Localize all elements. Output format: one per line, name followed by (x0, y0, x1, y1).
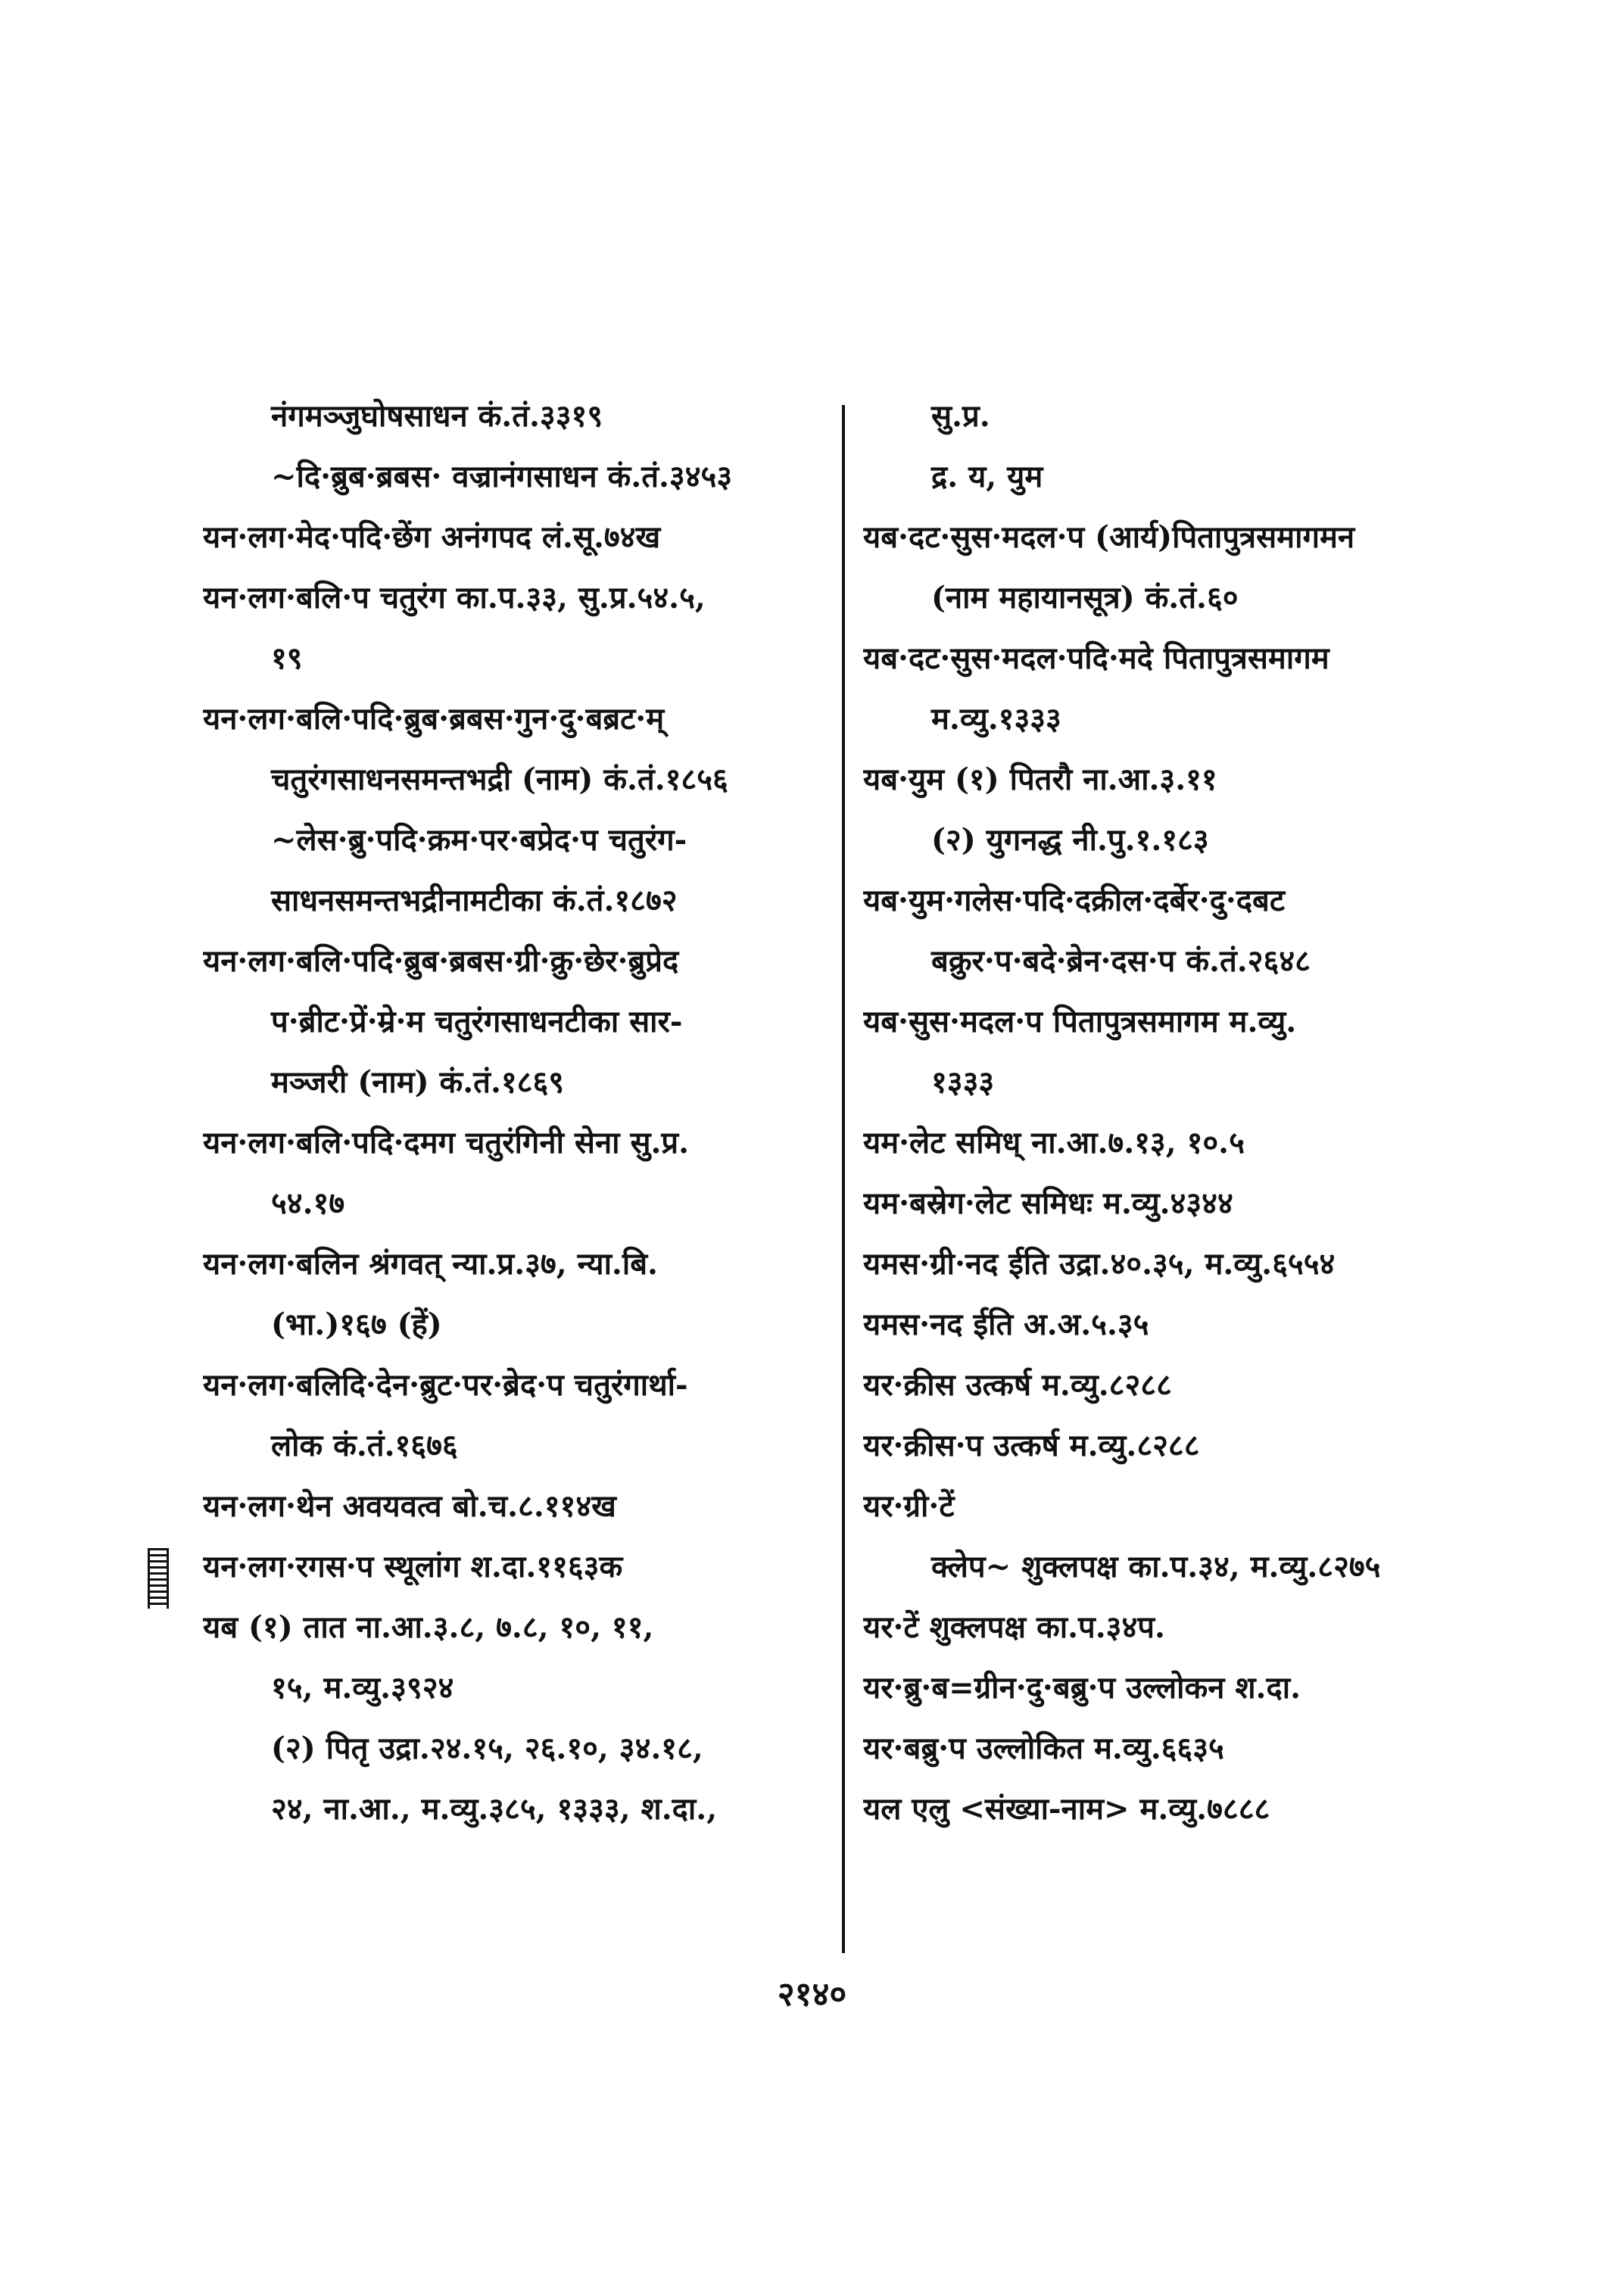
dictionary-line: यन·लग·बलि·पदि·ब्रुब·ब्रबस·गुन·दु·बब्रट·म् (203, 701, 665, 737)
dictionary-line: (भा.)१६७ (हें) (271, 1307, 442, 1342)
dictionary-line: यमस·ग्री·नद ईति उद्रा.४०.३५, म.व्यु.६५५४ (863, 1246, 1336, 1282)
dictionary-line: सु.प्र. (931, 398, 990, 434)
dictionary-line: यब·युम (१) पितरौ ना.आ.३.११ (863, 762, 1217, 797)
dictionary-line: म.व्यु.१३३३ (931, 701, 1061, 737)
dictionary-line: चतुरंगसाधनसमन्तभद्री (नाम) कं.तं.१८५६ (271, 762, 728, 797)
dictionary-line: १३३३ (931, 1064, 995, 1100)
dictionary-line: यर·ग्री·टें (863, 1488, 955, 1524)
column-divider (842, 405, 845, 1953)
dictionary-line: क्लेप~ शुक्लपक्ष का.प.३४, म.व्यु.८२७५ (931, 1549, 1381, 1584)
dictionary-line: यम·लेट समिध् ना.आ.७.१३, १०.५ (863, 1125, 1245, 1161)
dictionary-line: साधनसमन्तभद्रीनामटीका कं.तं.१८७२ (271, 883, 678, 918)
dictionary-line: लोक कं.तं.१६७६ (271, 1428, 458, 1463)
dictionary-line: यन·लग·मेद·पदि·छेंग अनंगपद लं.सू.७४ख (203, 519, 661, 555)
dictionary-line: बक्रुर·प·बदे·ब्रेन·दस·प कं.तं.२६४८ (931, 943, 1311, 979)
dictionary-line: (२) युगनद्ध नी.पु.१.१८३ (931, 822, 1209, 858)
dictionary-line: यब·दट·सुस·मदल·प (आर्य)पितापुत्रसमागमन (863, 519, 1355, 555)
dictionary-line: यन·लग·बलि·पदि·दमग चतुरंगिनी सेना सु.प्र. (203, 1125, 690, 1161)
dictionary-line: ~लेस·ब्रु·पदि·क्रम·पर·बप्रेद·प चतुरंग- (271, 822, 687, 858)
dictionary-line: २४, ना.आ., म.व्यु.३८५, १३३३, श.दा., (271, 1791, 718, 1827)
dictionary-line: यर·टें शुक्लपक्ष का.प.३४प. (863, 1609, 1165, 1645)
dictionary-line: (२) पितृ उद्रा.२४.१५, २६.१०, ३४.१८, (271, 1731, 703, 1766)
dictionary-line: यन·लग·थेन अवयवत्व बो.च.८.११४ख (203, 1488, 616, 1524)
dictionary-line: यब·दट·सुस·मदल·पदि·मदे पितापुत्रसमागम (863, 640, 1329, 676)
dictionary-line: द्र. य, युम (931, 459, 1043, 494)
dictionary-line: यब·युम·गलेस·पदि·दक्रील·दर्बेर·दु·दबट (863, 883, 1285, 918)
dictionary-line: (नाम महायानसूत्र) कं.तं.६० (931, 580, 1239, 615)
dictionary-line: प·ब्रीट·प्रें·म्रे·म चतुरंगसाधनटीका सार- (271, 1004, 683, 1039)
dictionary-line: १९ (271, 640, 303, 676)
dictionary-line: यन·लग·रगस·प स्थूलांग श.दा.११६३क (203, 1549, 623, 1584)
dictionary-line: १५, म.व्यु.३९२४ (271, 1670, 454, 1706)
page-number: २१४० (777, 1975, 847, 2014)
dictionary-line: यन·लग·बलिदि·देन·ब्रुट·पर·ब्रेद·प चतुरंगार्था- (203, 1367, 688, 1403)
dictionary-line: यर·ब्रु·ब=ग्रीन·दु·बब्रु·प उल्लोकन श.दा. (863, 1670, 1301, 1706)
dictionary-line: यम·बस्रेग·लेट समिधः म.व्यु.४३४४ (863, 1185, 1233, 1221)
dictionary-line: ५४.१७ (271, 1185, 345, 1221)
dictionary-line: यन·लग·बलि·पदि·ब्रुब·ब्रबस·ग्री·क्रु·छेर·ब्रुप्रेद (203, 943, 679, 979)
dictionary-line: यर·क्रीस उत्कर्ष म.व्यु.८२८८ (863, 1367, 1172, 1403)
left-column (203, 386, 831, 1840)
dictionary-line: ~दि·ब्रुब·ब्रबस· वज्रानंगसाधन कं.तं.३४५३ (271, 459, 733, 494)
dictionary-line: यब·सुस·मदल·प पितापुत्रसमागम म.व्यु. (863, 1004, 1297, 1039)
dictionary-line: यर·क्रीस·प उत्कर्ष म.व्यु.८२८८ (863, 1428, 1200, 1463)
dictionary-line: नंगमञ्जुघोषसाधन कं.तं.३३१९ (271, 398, 603, 434)
dictionary-line: मञ्जरी (नाम) कं.तं.१८६९ (271, 1064, 565, 1100)
dictionary-line: यन·लग·बलि·प चतुरंग का.प.३३, सु.प्र.५४.५, (203, 580, 706, 615)
dictionary-line: यन·लग·बलिन श्रंगवत् न्या.प्र.३७, न्या.बि. (203, 1246, 658, 1282)
margin-marker-icon (148, 1548, 169, 1609)
dictionary-line: यब (१) तात ना.आ.३.८, ७.८, १०, ११, (203, 1609, 654, 1645)
right-column (863, 386, 1461, 1840)
dictionary-line: यल एलु <संख्या-नाम> म.व्यु.७८८८ (863, 1791, 1270, 1827)
dictionary-line: यर·बब्रु·प उल्लोकित म.व्यु.६६३५ (863, 1731, 1224, 1766)
dictionary-line: यमस·नद ईति अ.अ.५.३५ (863, 1307, 1149, 1342)
